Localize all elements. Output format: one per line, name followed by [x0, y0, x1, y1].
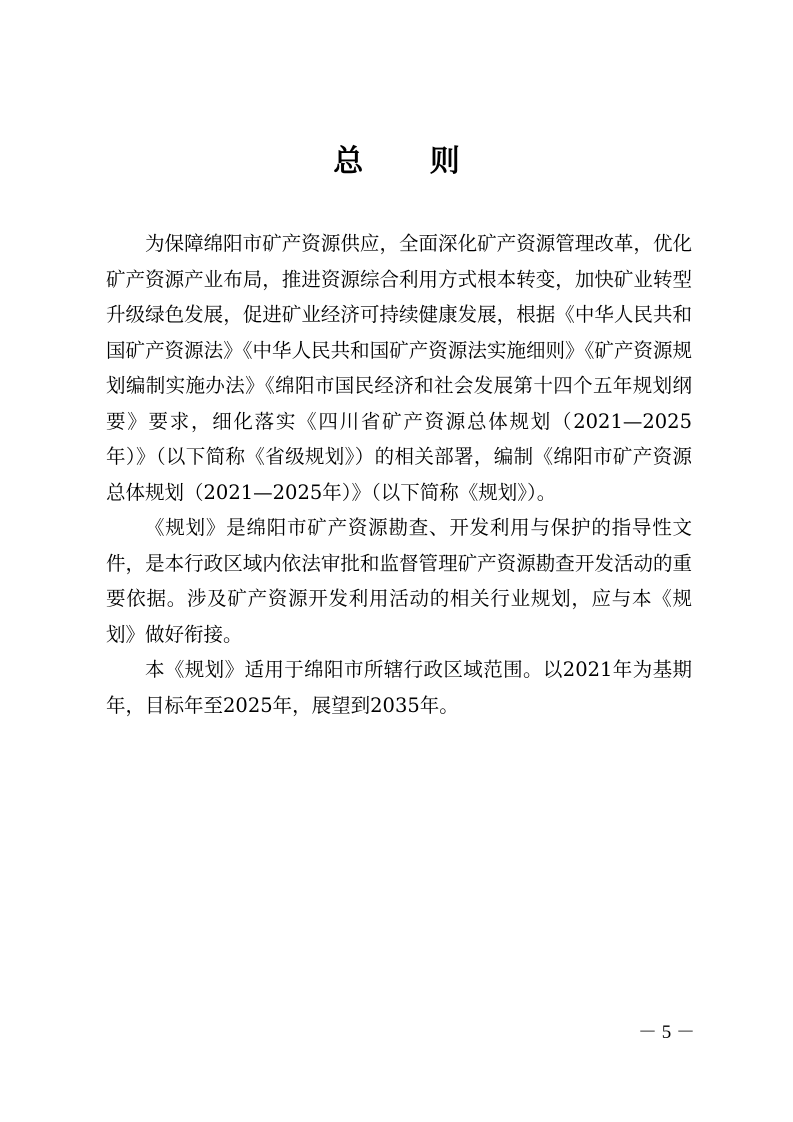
- paragraph-purpose: 为保障绵阳市矿产资源供应，全面深化矿产资源管理改革，优化矿产资源产业布局，推进资源综合利用方式根本转变，加快矿业转型升级绿色发展，促进矿业经济可持续健康发展，根据《中华人民共和国矿产资源法》《中华人民共和国矿产资源法实施细则》《矿产资源规划编制实施办法》《绵阳市国民经济和社会发展第十四个五年规划纲要》要求，细化落实《四川省矿产资源总体规划（2021—2025年）》（以下简称《省级规划》）的相关部署，编制《绵阳市矿产资源总体规划（2021—2025年）》（以下简称《规划》）。: [106, 232, 692, 504]
- page-number: － 5 －: [637, 1022, 695, 1043]
- document-body: [106, 226, 692, 723]
- paragraph-role: 《规划》是绵阳市矿产资源勘查、开发利用与保护的指导性文件，是本行政区域内依法审批和监督管理矿产资源勘查开发活动的重要依据。涉及矿产资源开发利用活动的相关行业规划，应与本《规划》做好衔接。: [106, 516, 692, 646]
- page-title: 总 则: [333, 144, 488, 179]
- paragraph-scope: 本《规划》适用于绵阳市所辖行政区域范围。以2021年为基期年，目标年至2025年，展望到2035年。: [106, 658, 692, 717]
